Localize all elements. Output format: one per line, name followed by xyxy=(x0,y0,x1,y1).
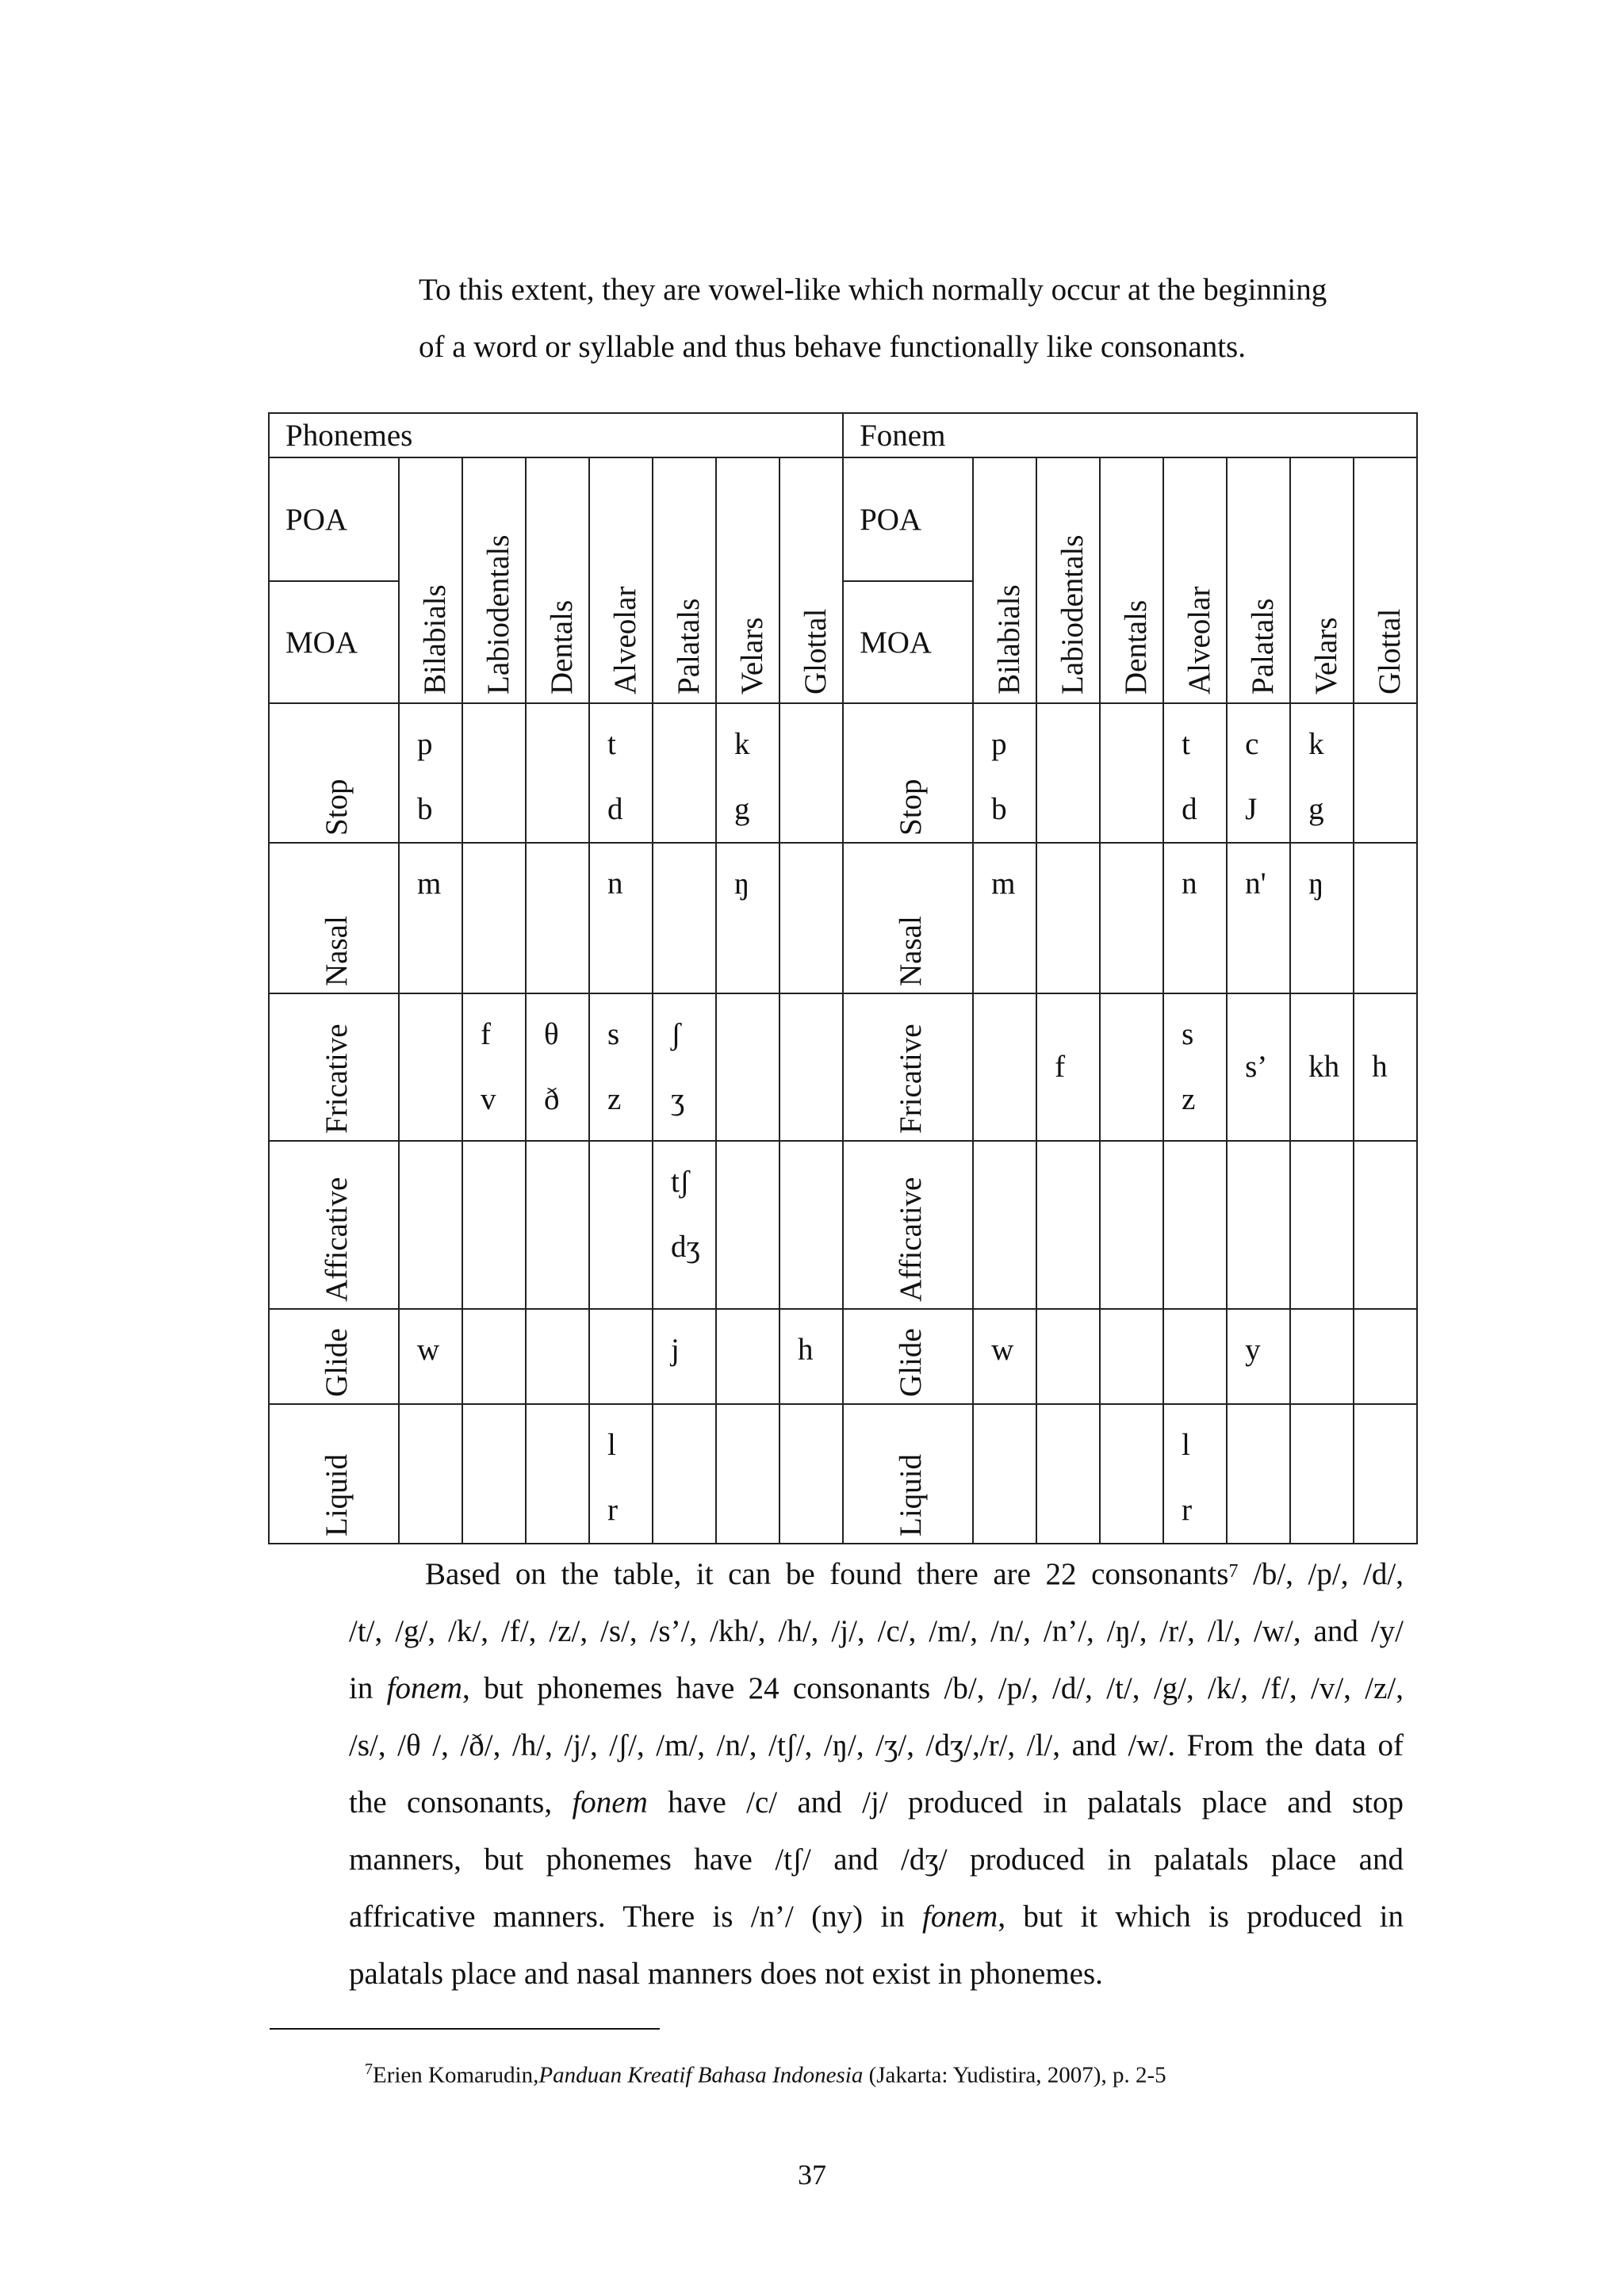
cell xyxy=(399,993,462,1141)
cell xyxy=(716,1309,779,1404)
intro-line: of a word or syllable and thus behave functionally like consonants. xyxy=(419,330,1246,364)
cell: j xyxy=(653,1309,716,1404)
cell xyxy=(526,843,589,993)
cell xyxy=(462,1309,526,1404)
body-line: /t/, /g/, /k/, /f/, /z/, /s/, /s’/, /kh/, /h/, /j/, /c/, /m/, /n/, /n’/, /ŋ/, /r/, /l/, /w/, and /y/ xyxy=(349,1614,1404,1648)
cell: f xyxy=(1036,993,1100,1141)
row-liquid: Liquid xyxy=(843,1404,973,1544)
cell xyxy=(779,1141,843,1309)
cell xyxy=(1163,1141,1227,1309)
cell: n' xyxy=(1227,843,1290,993)
cell: s’ xyxy=(1227,993,1290,1141)
cell: p b xyxy=(399,703,462,843)
col-dentals: Dentals xyxy=(526,457,589,703)
row-nasal: Nasal xyxy=(269,843,399,993)
cell: n xyxy=(1163,843,1227,993)
cell xyxy=(1227,1141,1290,1309)
cell xyxy=(1227,1404,1290,1544)
body-line: palatals place and nasal manners does not exist in phonemes. xyxy=(349,1957,1103,1991)
moa-label: MOA xyxy=(269,581,399,703)
cell xyxy=(653,843,716,993)
col-bilabials: Bilabials xyxy=(399,457,462,703)
cell xyxy=(526,1309,589,1404)
row-stop: Stop xyxy=(843,703,973,843)
col-velars: Velars xyxy=(1290,457,1354,703)
cell xyxy=(779,993,843,1141)
cell xyxy=(1290,1309,1354,1404)
cell: w xyxy=(973,1309,1036,1404)
cell xyxy=(653,1404,716,1544)
cell xyxy=(716,1141,779,1309)
cell xyxy=(462,1141,526,1309)
cell xyxy=(462,843,526,993)
footnote-ref: 7 xyxy=(1228,1561,1239,1582)
cell: n xyxy=(589,843,653,993)
col-bilabials: Bilabials xyxy=(973,457,1036,703)
cell: s z xyxy=(1163,993,1227,1141)
poa-label: POA xyxy=(269,457,399,581)
row-glide: Glide xyxy=(843,1309,973,1404)
cell xyxy=(589,1141,653,1309)
cell xyxy=(1036,1141,1100,1309)
cell: ŋ xyxy=(716,843,779,993)
body-paragraph xyxy=(349,1546,1404,2003)
cell xyxy=(1354,1309,1417,1404)
cell xyxy=(1100,993,1163,1141)
col-alveolar: Alveolar xyxy=(1163,457,1227,703)
cell: t d xyxy=(589,703,653,843)
body-line: Based on the table, it can be found there are 22 consonants$^7$ /b/, /p/, /d/, xyxy=(425,1557,1404,1591)
cell xyxy=(1354,1141,1417,1309)
cell: w xyxy=(399,1309,462,1404)
cell xyxy=(779,703,843,843)
col-labiodentals: Labiodentals xyxy=(462,457,526,703)
cell xyxy=(526,1141,589,1309)
cell: l r xyxy=(589,1404,653,1544)
cell xyxy=(1290,1404,1354,1544)
row-glide: Glide xyxy=(269,1309,399,1404)
col-alveolar: Alveolar xyxy=(589,457,653,703)
cell xyxy=(1100,843,1163,993)
cell: h xyxy=(779,1309,843,1404)
row-stop: Stop xyxy=(269,703,399,843)
page-number: 37 xyxy=(798,2159,826,2191)
body-line: in fonem, but phonemes have 24 consonants /b/, /p/, /d/, /t/, /g/, /k/, /f/, /v/, /z/, xyxy=(349,1671,1404,1705)
footnote-divider xyxy=(270,2028,660,2030)
cell xyxy=(589,1309,653,1404)
cell xyxy=(1036,1404,1100,1544)
cell xyxy=(1036,703,1100,843)
cell xyxy=(526,703,589,843)
cell: c J xyxy=(1227,703,1290,843)
cell xyxy=(779,1404,843,1544)
cell: p b xyxy=(973,703,1036,843)
col-glottal: Glottal xyxy=(779,457,843,703)
cell xyxy=(973,1141,1036,1309)
cell: θ ð xyxy=(526,993,589,1141)
intro-line: To this extent, they are vowel-like which normally occur at the beginning xyxy=(419,273,1327,307)
cell xyxy=(973,993,1036,1141)
cell xyxy=(1354,843,1417,993)
cell xyxy=(462,1404,526,1544)
col-glottal: Glottal xyxy=(1354,457,1417,703)
cell: t d xyxy=(1163,703,1227,843)
cell xyxy=(1100,1309,1163,1404)
body-line: affricative manners. There is /n’/ (ny) in fonem, but it which is produced in xyxy=(349,1900,1404,1934)
cell xyxy=(653,703,716,843)
cell: m xyxy=(973,843,1036,993)
cell: ŋ xyxy=(1290,843,1354,993)
intro-paragraph xyxy=(419,262,1402,376)
col-labiodentals: Labiodentals xyxy=(1036,457,1100,703)
cell: y xyxy=(1227,1309,1290,1404)
cell xyxy=(716,993,779,1141)
cell xyxy=(399,1141,462,1309)
row-nasal: Nasal xyxy=(843,843,973,993)
fonem-title: Fonem xyxy=(843,413,1417,457)
row-affricative: Afficative xyxy=(269,1141,399,1309)
cell xyxy=(1290,1141,1354,1309)
cell: k g xyxy=(716,703,779,843)
cell xyxy=(462,703,526,843)
row-affricative: Afficative xyxy=(843,1141,973,1309)
cell: k g xyxy=(1290,703,1354,843)
footnote: $^7$Erien Komarudin,Panduan Kreatif Bahasa Indonesia (Jakarta: Yudistira, 2007), p. 2-5 xyxy=(365,2061,1166,2088)
cell: s z xyxy=(589,993,653,1141)
row-fricative: Fricative xyxy=(269,993,399,1141)
moa-label: MOA xyxy=(843,581,973,703)
cell: m xyxy=(399,843,462,993)
cell xyxy=(1100,1141,1163,1309)
cell: tʃ dʒ xyxy=(653,1141,716,1309)
col-palatals: Palatals xyxy=(1227,457,1290,703)
cell xyxy=(973,1404,1036,1544)
cell xyxy=(526,1404,589,1544)
cell: kh xyxy=(1290,993,1354,1141)
body-line: manners, but phonemes have /tʃ/ and /dʒ/ produced in palatals place and xyxy=(349,1843,1404,1877)
cell: l r xyxy=(1163,1404,1227,1544)
row-liquid: Liquid xyxy=(269,1404,399,1544)
consonant-chart-table xyxy=(268,412,1418,1544)
cell xyxy=(399,1404,462,1544)
row-fricative: Fricative xyxy=(843,993,973,1141)
cell: h xyxy=(1354,993,1417,1141)
cell xyxy=(1036,843,1100,993)
cell xyxy=(1163,1309,1227,1404)
body-line: /s/, /θ /, /ð/, /h/, /j/, /ʃ/, /m/, /n/, /tʃ/, /ŋ/, /ʒ/, /dʒ/,/r/, /l/, and /w/. From the data of xyxy=(349,1728,1404,1762)
col-palatals: Palatals xyxy=(653,457,716,703)
cell xyxy=(779,843,843,993)
cell xyxy=(1354,703,1417,843)
cell xyxy=(1036,1309,1100,1404)
cell xyxy=(1100,1404,1163,1544)
col-velars: Velars xyxy=(716,457,779,703)
poa-label: POA xyxy=(843,457,973,581)
phonemes-title: Phonemes xyxy=(269,413,843,457)
col-dentals: Dentals xyxy=(1100,457,1163,703)
cell xyxy=(1354,1404,1417,1544)
body-line: the consonants, fonem have /c/ and /j/ produced in palatals place and stop xyxy=(349,1785,1404,1820)
cell xyxy=(1100,703,1163,843)
cell: ʃ ʒ xyxy=(653,993,716,1141)
cell: f v xyxy=(462,993,526,1141)
cell xyxy=(716,1404,779,1544)
